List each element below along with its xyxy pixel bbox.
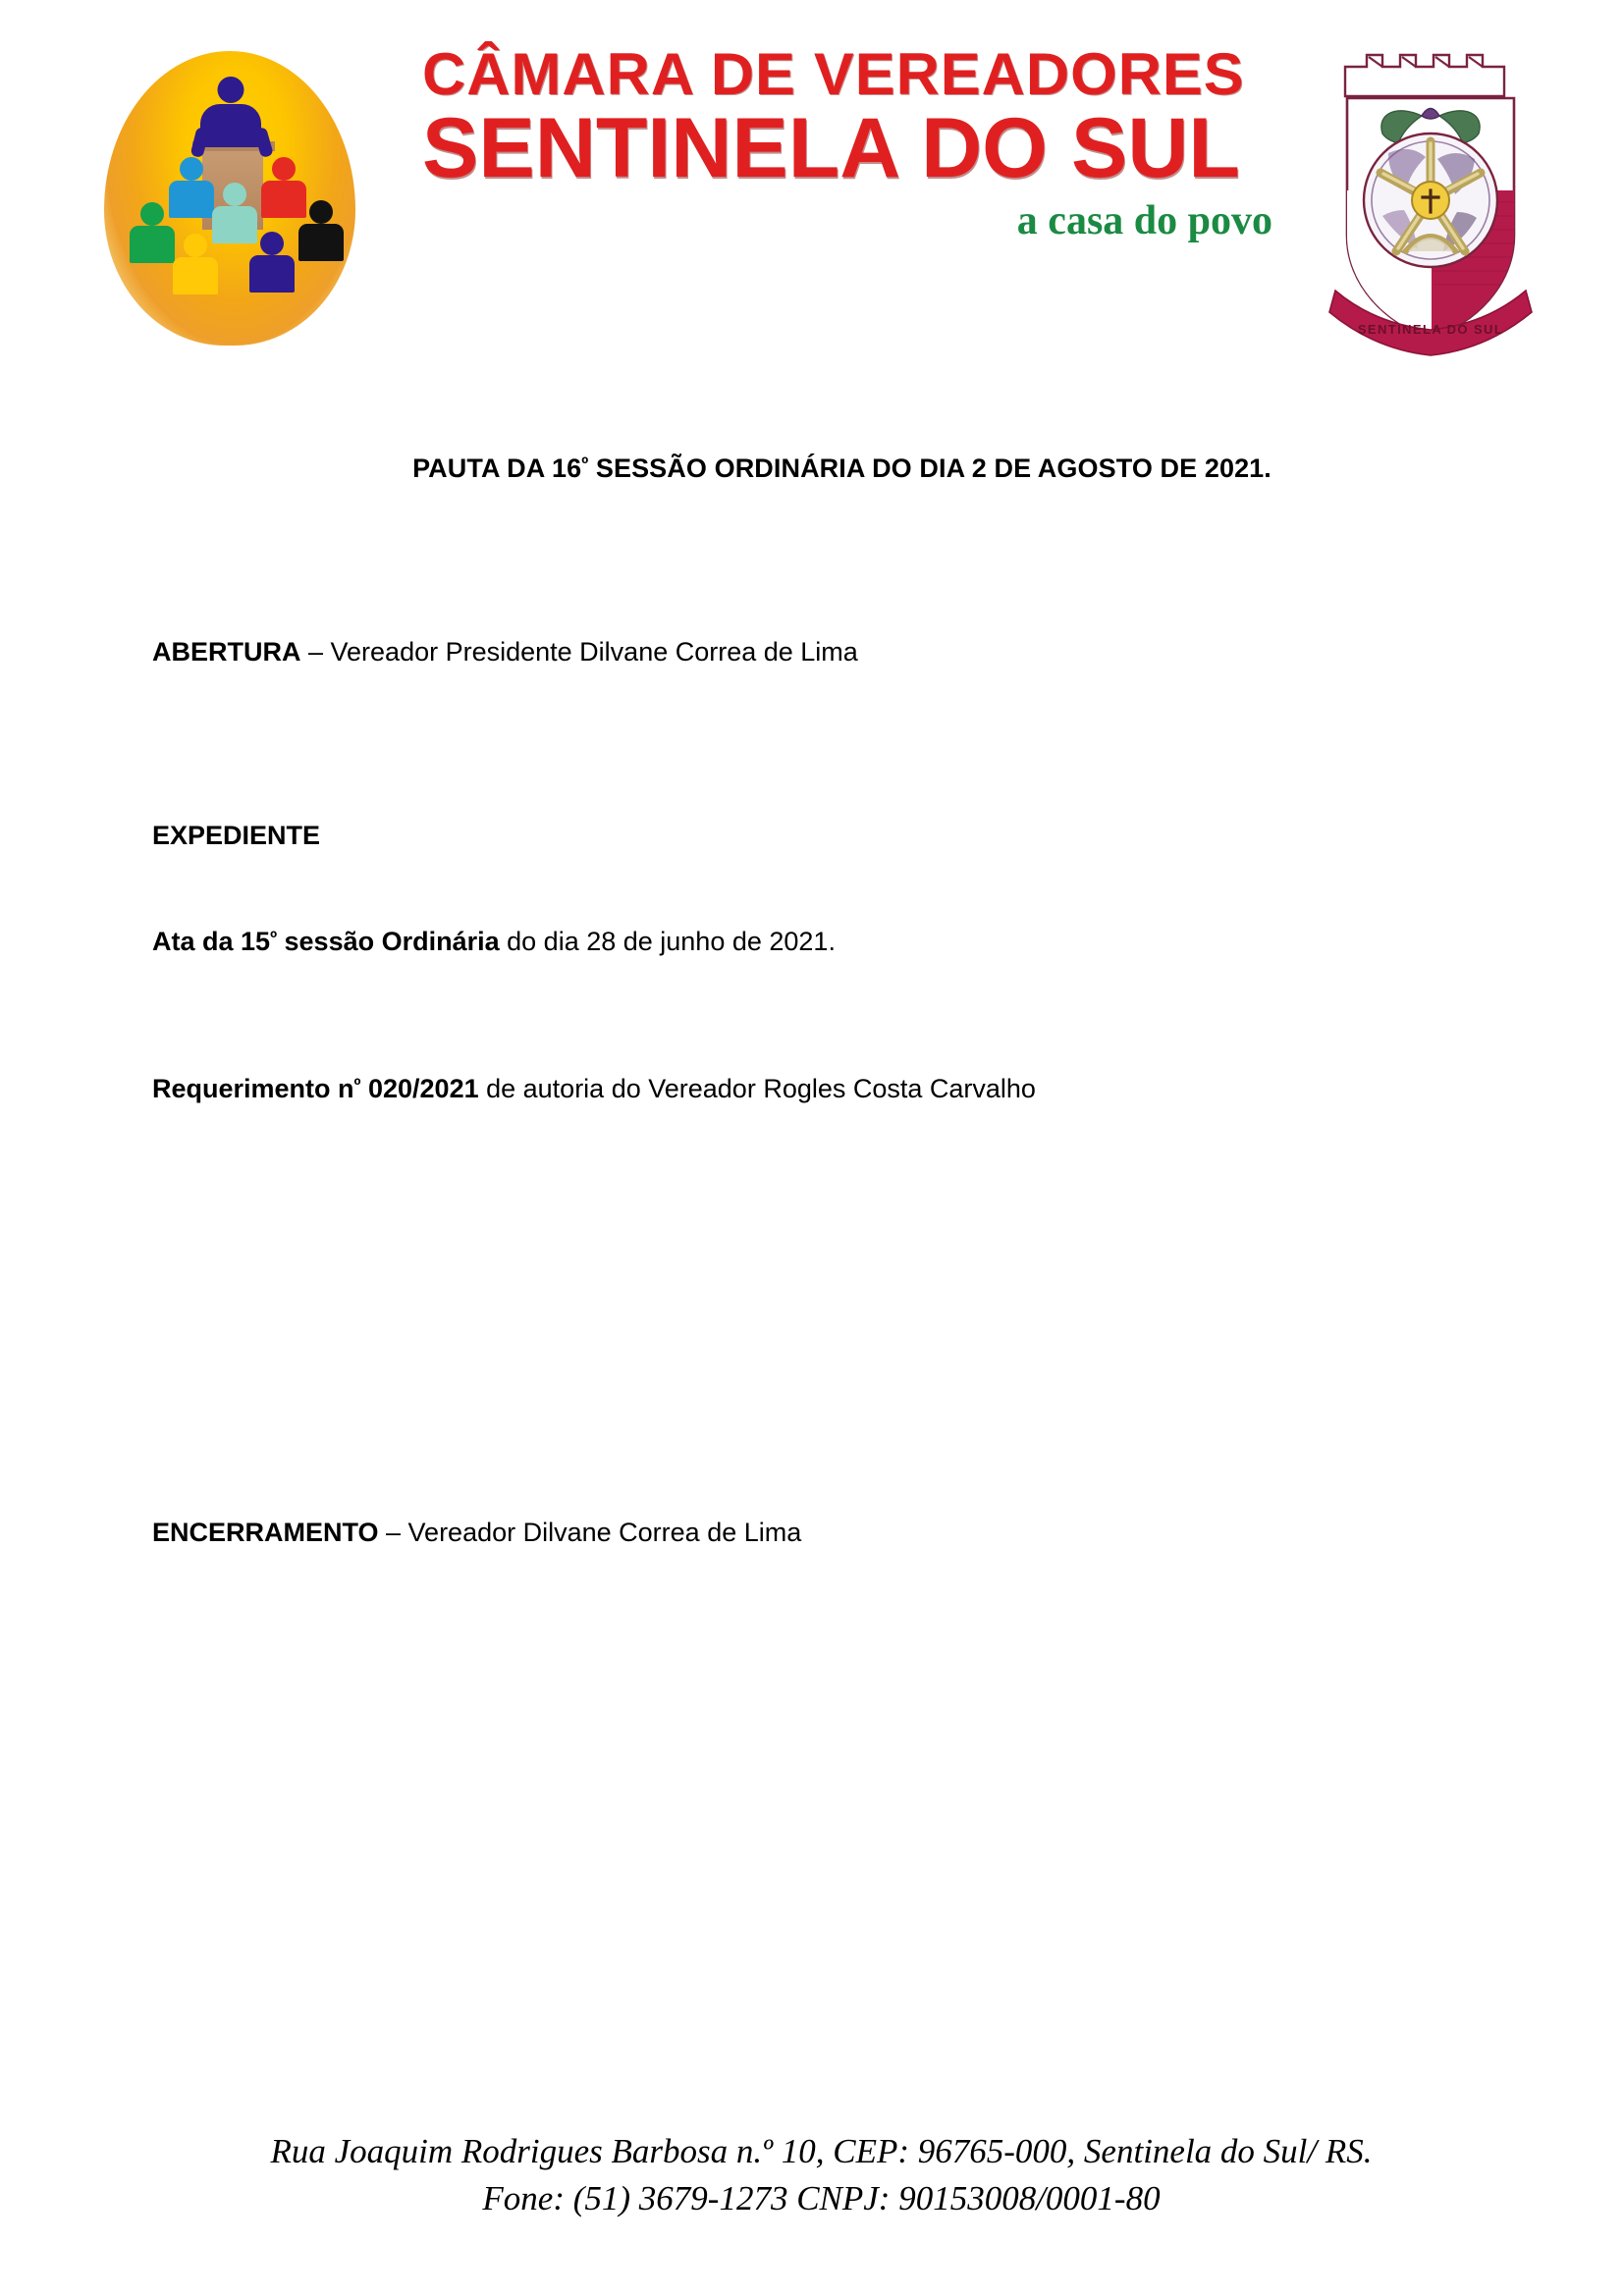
requerimento-text: de autoria do Vereador Rogles Costa Carvalho	[478, 1074, 1036, 1103]
ata-text: do dia 28 de junho de 2021.	[499, 927, 836, 956]
audience-figure-green	[130, 202, 175, 263]
wordmark-line-camara: CÂMARA DE VEREADORES	[422, 41, 1245, 107]
audience-head	[223, 183, 246, 206]
audience-head	[184, 234, 207, 257]
agenda-item-encerramento	[152, 1517, 801, 1550]
requerimento-label-suffix: 020/2021	[360, 1074, 479, 1103]
agenda-item-abertura	[152, 636, 858, 669]
agenda-item-ata	[152, 926, 836, 959]
footer-address-line: Rua Joaquim Rodrigues Barbosa n.º 10, CEP: 96765-000, Sentinela do Sul/ RS.	[270, 2132, 1373, 2170]
ata-label-ordinal: º	[270, 929, 278, 949]
people-assembly-podium-icon	[86, 33, 371, 357]
speaker-head	[218, 77, 244, 103]
audience-body	[173, 257, 218, 294]
audience-head	[309, 200, 333, 224]
audience-body	[249, 255, 295, 293]
page-title	[0, 454, 1623, 484]
audience-head	[260, 232, 284, 255]
footer-contact-line: Fone: (51) 3679-1273 CNPJ: 90153008/0001-80	[482, 2179, 1161, 2218]
audience-body	[298, 224, 344, 261]
abertura-label: ABERTURA	[152, 637, 301, 667]
audience-figure-blue	[169, 157, 214, 218]
page-title-ordinal: º	[581, 454, 589, 475]
coat-of-arms-ribbon-text: SENTINELA DO SUL	[1357, 322, 1504, 337]
page-title-suffix: SESSÃO ORDINÁRIA DO DIA 2 DE AGOSTO DE 2021.	[588, 454, 1271, 483]
page-footer	[0, 2128, 1623, 2223]
abertura-text: – Vereador Presidente Dilvane Correa de Lima	[300, 637, 858, 667]
audience-figure-purple	[249, 232, 295, 293]
coat-of-arms-icon	[1327, 43, 1534, 357]
agenda-item-requerimento	[152, 1073, 1036, 1106]
speaker-body	[200, 104, 261, 147]
audience-head	[180, 157, 203, 181]
encerramento-label: ENCERRAMENTO	[152, 1518, 379, 1547]
agenda-section-expediente: EXPEDIENTE	[152, 821, 321, 850]
ata-label-prefix: Ata da 15	[152, 927, 271, 956]
wordmark-line-sentinela: SENTINELA DO SUL	[422, 101, 1240, 195]
encerramento-text: – Vereador Dilvane Correa de Lima	[378, 1518, 802, 1547]
audience-head	[140, 202, 164, 226]
audience-figure-black	[298, 200, 344, 261]
wordmark-tagline: a casa do povo	[1016, 197, 1272, 243]
requerimento-label-prefix: Requerimento n	[152, 1074, 354, 1103]
audience-figure-yellow	[173, 234, 218, 294]
audience-body	[130, 226, 175, 263]
page-title-prefix: PAUTA DA 16	[412, 454, 582, 483]
ata-label-suffix: sessão Ordinária	[277, 927, 500, 956]
letterhead	[0, 18, 1623, 361]
speaker-figure	[200, 77, 261, 147]
audience-head	[272, 157, 296, 181]
audience-body	[169, 181, 214, 218]
wordmark	[422, 41, 1286, 243]
requerimento-label-ordinal: º	[353, 1076, 361, 1096]
